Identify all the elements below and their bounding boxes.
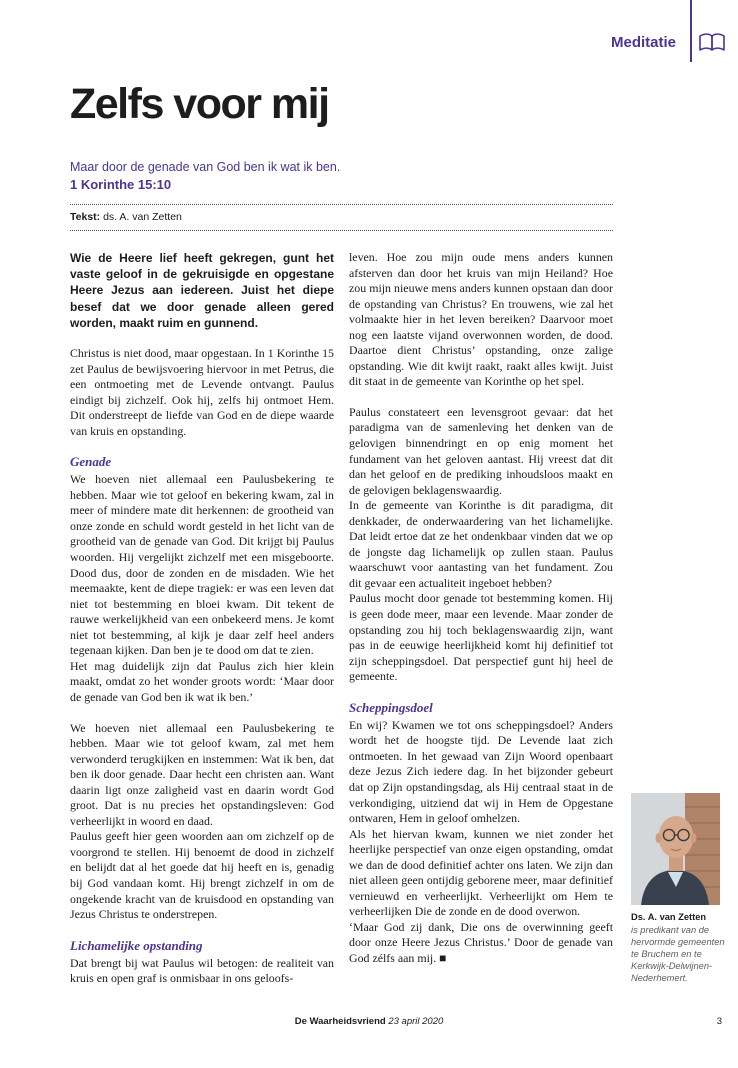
portrait-illustration <box>631 793 720 905</box>
body-paragraph: Dat brengt bij wat Paulus wil betogen: de realiteit van kruis en open graf is onmisbaar in ons geloofs- <box>70 955 334 986</box>
body-paragraph: Christus is niet dood, maar opgestaan. In 1 Korinthe 15 zet Paulus de bewijsvoering hiervoor in met Petrus, die een ontmoeting met de Levende ontvangt. Paulus eindigt bij zichzelf. Ook hij, zelfs hij ontmoet Hem. Dit onderstreept de liefde van God en de diepe waarde van kruis en opstanding. <box>70 346 334 438</box>
author-photo <box>631 793 720 905</box>
body-paragraph: We hoeven niet allemaal een Paulusbekering te hebben. Maar wie tot geloof kwam, zal met hem verwonderd terugkijken en instemmen: Wat ik ben, dat ben ik door genade. Daar hecht een christen aan. Want daarin ligt onze zaligheid vast en daarin wordt God groot. Dat is nu precies het opstandingsleven: God verheerlijkt in woord en daad. <box>70 720 334 828</box>
bible-reference: 1 Korinthe 15:10 <box>70 177 172 192</box>
body-paragraph: En wij? Kwamen we tot ons scheppingsdoel? Anders wordt het de hoogste tijd. De Levende laat zich ontmoeten. In het gewaad van Zijn Woord openbaart deze Jezus Zich iedere dag. In het bijzonder gebeurt dat op Zijn opstandingsdag, als Hij centraal staat in de verkondiging, uitziend dat wij in Hem de Opgestane ontwaren, Hem in geloof omhelzen. <box>349 717 613 826</box>
byline-author: ds. A. van Zetten <box>100 211 182 223</box>
photo-caption <box>631 911 725 984</box>
body-paragraph: Het mag duidelijk zijn dat Paulus zich hier klein maakt, omdat zo het wonder groots wordt: ‘Maar door de genade van God ben ik wat ik ben.’ <box>70 658 334 704</box>
body-paragraph: leven. Hoe zou mijn oude mens anders kunnen afsterven dan door het kruis van mijn Heiland? Hoe zou mijn nieuwe mens anders kunnen opstaan dan door de opstanding van Christus? En trouwens, wie zal het volmaakte hier in het leven bereiken? Daarvoor moet nog een laatste vijand overwonnen worden, de dood. Daartoe dient Christus’ opstanding, onze zalige opstanding. Wie dit kwijt raakt, raakt alles kwijt. Juist dit staat in de gemeente van Korinthe op het spel. <box>349 250 613 389</box>
section-heading: Genade <box>70 454 112 470</box>
article-subtitle: Maar door de genade van God ben ik wat ik ben. <box>70 160 341 174</box>
footer-magazine-name: De Waarheidsvriend <box>294 1016 386 1027</box>
page-title: Zelfs voor mij <box>70 80 329 128</box>
article-body <box>70 250 613 987</box>
section-label: Meditatie <box>610 34 676 51</box>
footer <box>0 1016 738 1027</box>
body-paragraph: Paulus mocht door genade tot bestemming komen. Hij is geen dode meer, maar een levende. Maar zonder de opstanding zou hij toch beklagenswaardig zijn, want pas in de eeuwige heerlijkheid komt hij definitief tot zijn scheppingsdoel. Dat perspectief gunt hij heel de gemeente. <box>349 591 613 684</box>
open-book-icon <box>698 32 726 54</box>
body-paragraph: ‘Maar God zij dank, Die ons de overwinning geeft door onze Heere Jezus Christus.’ Door de genade van God zélfs aan mij. ■ <box>349 919 613 965</box>
lede <box>70 160 340 192</box>
article-column-right <box>349 250 613 987</box>
body-paragraph: We hoeven niet allemaal een Paulusbekering te hebben. Maar wie tot geloof en bekering kwam, zal in meer of mindere mate dit herkennen: de grootheid van onze zonde en schuld wordt gesteld in het licht van de grootheid van de genade van God. Dit krijgt bij Paulus woorden. Hij vergelijkt zichzelf met een misgeboorte. Dood dus, door de zonden en de misdaden. Wie het meemaakte, kent de diepe tragiek: er was een leven dat niet tot bestemming en bloei kwam. Dit tekent de rauwe werkelijkheid van een onbekeerd mens. Je komt niet tot bestemming, al kijk je daar zelf heel anders tegenaan kijken. Dan ben je te dood om dat te zien. <box>70 472 334 658</box>
body-paragraph: In de gemeente van Korinthe is dit paradigma, dit denkkader, de onderwaardering van het lichamelijke. Dat leidt ertoe dat ze het ondenkbaar vinden dat we op de jongste dag lichamelijk op zullen staan. Paulus waarschuwt voor aantasting van het fundament. Zou dit gevaar een actualiteit ingeboet hebben? <box>349 498 613 590</box>
body-paragraph: Als het hiervan kwam, kunnen we niet zonder het heerlijke perspectief van onze eigen opstanding, omdat we dan de dood definitief achter ons laten. We zijn dan niet alleen geen ontijdig geborene meer, maar definitief vernieuwd en verheerlijkt. Verheerlijkt om Hem te verheerlijken Die de zonde en de dood overwon. <box>349 826 613 919</box>
intro-paragraph: Wie de Heere lief heeft gekregen, gunt het vaste geloof in de gekruisigde en opgestane Heere Jezus aan iedereen. Juist het diepe besef dat we door genade alleen gered worden, maakt ruim en gunnend. <box>70 251 334 330</box>
byline <box>70 204 613 231</box>
section-heading: Scheppingsdoel <box>349 699 433 715</box>
body-paragraph: Paulus constateert een levensgroot gevaar: dat het paradigma van de samenleving het denken van de gelovigen binnendringt en op enig moment het fundament van het geloven aantast. Hij vreest dat dit dan het geloof en de prediking inhoudsloos maakt en de gelovigen beklagenswaardig. <box>349 404 613 497</box>
byline-label: Tekst: <box>70 211 101 223</box>
header-divider <box>690 0 692 62</box>
body-paragraph: Paulus geeft hier geen woorden aan om zichzelf op de voorgrond te stellen. Hij benoemt de dood in zichzelf en belijdt dat al het goede dat hij heeft en is, genadig bij God vandaan komt. Hij brengt zichzelf in om de ongekende kracht van de kruisdood en opstanding van Jezus Christus te onderstrepen. <box>70 829 334 922</box>
page-number: 3 <box>716 1016 722 1027</box>
footer-date: 23 april 2020 <box>388 1016 444 1027</box>
article-column-left <box>70 250 334 987</box>
photo-caption-name: Ds. A. van Zetten <box>631 912 707 922</box>
section-heading: Lichamelijke opstanding <box>70 937 203 953</box>
photo-caption-role: is predikant van de hervormde gemeenten te Bruchem en te Kerkwijk-Delwijnen-Nederhemert. <box>631 925 725 983</box>
